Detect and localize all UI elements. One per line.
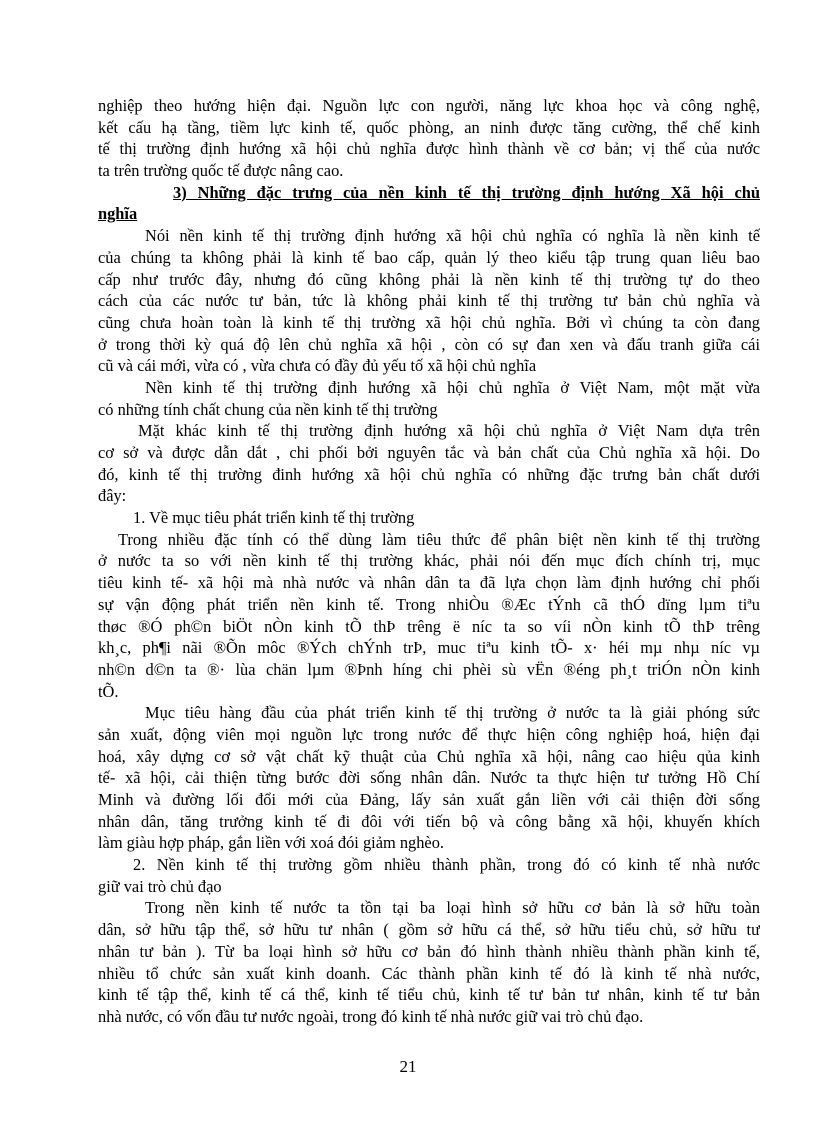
text-line: cấp như trước đây, nhưng đó cũng không phải là nền kinh tế thị trường tự do theo bbox=[98, 269, 760, 289]
text-line: 1. Về mục tiêu phát triển kinh tế thị trường bbox=[133, 508, 415, 528]
text-line: cũ và cái mới, vừa có , vừa chưa có đầy đủ yếu tố xã hội chủ nghĩa bbox=[98, 356, 537, 376]
text-line: Mặt khác kinh tế thị trường định hướng xã hội chủ nghĩa ở Việt Nam dựa trên bbox=[138, 421, 760, 441]
text-line: ở nước ta so với nền kinh tế thị trường khác, phải nói đến mục đích chính trị, mục bbox=[98, 551, 760, 571]
text-line: Mục tiêu hàng đầu của phát triển kinh tế thị trường ở nước ta là giải phóng sức bbox=[145, 703, 760, 723]
text-line: tế- xã hội, cải thiện từng bước đời sống nhân dân. Nước ta thực hiện tư tưởng Hồ Chí bbox=[98, 768, 760, 788]
text-line: cũng chưa hoàn toàn là kinh tế thị trường xã hội chủ nghĩa. Bởi vì chúng ta còn đang bbox=[98, 312, 760, 332]
text-line: 2. Nền kinh tế thị trường gồm nhiều thành phần, trong đó có kinh tế nhà nước bbox=[133, 855, 760, 875]
text-line: 3) Những đặc trưng của nền kinh tế thị trường định hướng Xã hội chủ bbox=[173, 182, 760, 202]
text-line: của chúng ta không phải là kinh tế bao cấp, quản lý theo kiểu tập trung quan liêu bao bbox=[98, 247, 760, 267]
text-line: Nền kinh tế thị trường định hướng xã hội chủ nghĩa ở Việt Nam, một mặt vừa bbox=[145, 377, 760, 397]
text-line: làm giàu hợp pháp, gắn liền với xoá đói giảm nghèo. bbox=[98, 833, 444, 853]
text-line: nh©n d©n ta ®· lùa chän lµm ®Þnh híng chi phèi sù vËn ®éng ph¸t triÓn nÒn kinh bbox=[98, 659, 760, 679]
text-line: kết cấu hạ tầng, tiềm lực kinh tế, quốc phòng, an ninh được tăng cường, thể chế kinh bbox=[98, 117, 760, 137]
text-line: Minh và đường lối đổi mới của Đảng, lấy sản xuất gắn liền với cải thiện đời sống bbox=[98, 790, 760, 809]
text-line: đó, kinh tế thị trường đinh hướng xã hội chủ nghĩa có những đặc trưng bản chất dưới bbox=[98, 464, 760, 484]
text-line: tế thị trường định hướng xã hội chủ nghĩa được hình thành về cơ bản; vị thế của nước bbox=[98, 139, 760, 159]
text-line: tiêu kinh tế- xã hội mà nhà nước và nhân dân ta đã lựa chọn làm định hướng chỉ phối bbox=[98, 573, 760, 593]
text-line: Trong nhiều đặc tính có thể dùng làm tiêu thức để phân biệt nền kinh tế thị trường bbox=[118, 529, 760, 549]
text-line: nghĩa bbox=[98, 204, 138, 224]
text-line: Nói nền kinh tế thị trường định hướng xã hội chủ nghĩa có nghĩa là nền kinh tế bbox=[145, 226, 760, 246]
text-line: giữ vai trò chủ đạo bbox=[98, 876, 222, 896]
document-body bbox=[98, 95, 760, 1028]
text-line: nghiệp theo hướng hiện đại. Nguồn lực con người, năng lực khoa học và công nghệ, bbox=[98, 96, 760, 115]
text-line: thøc ®Ó ph©n biÖt nÒn kinh tÕ thÞ trêng ë níc ta so víi nÒn kinh tÕ thÞ trêng bbox=[98, 616, 760, 636]
text-line: hoá, xây dựng cơ sở vật chất kỹ thuật của Chủ nghĩa xã hội, nâng cao hiệu qủa kinh bbox=[98, 746, 760, 766]
text-line: nhân tư bản ). Từ ba loại hình sở hữu cơ bản đó hình thành nhiều thành phần kinh tế, bbox=[98, 941, 760, 961]
text-line: cách của các nước tư bản, tức là không phải kinh tế thị trường tư bản chủ nghĩa và bbox=[98, 291, 760, 311]
text-line: sự vận động phát triển nền kinh tế. Trong nhiÒu ®Æc tÝnh cã thÓ dïng lµm tiªu bbox=[98, 594, 760, 614]
text-line: đây: bbox=[98, 486, 127, 506]
text-line: nhà nước, có vốn đầu tư nước ngoài, trong đó kinh tế nhà nước giữ vai trò chủ đạo. bbox=[98, 1006, 644, 1026]
text-line: kinh tế tập thể, kinh tế cá thể, kinh tế tiểu chủ, kinh tế tư bản tư nhân, kinh tế tư bản bbox=[98, 985, 760, 1005]
text-line: có những tính chất chung của nền kinh tế thị trường bbox=[98, 399, 438, 419]
text-line: ta trên trường quốc tế được nâng cao. bbox=[98, 161, 344, 181]
text-line: kh¸c, ph¶i nãi ®Õn môc ®Ých chÝnh trÞ, muc tiªu kinh tÕ- x· héi mµ nhµ níc vµ bbox=[98, 638, 760, 658]
text-line: Trong nền kinh tế nước ta tồn tại ba loại hình sở hữu cơ bản là sở hữu toàn bbox=[145, 898, 760, 918]
page-number: 21 bbox=[399, 1057, 417, 1076]
text-line: ở trong thời kỳ quá độ lên chủ nghĩa xã hội , còn có sự đan xen và đấu tranh giữa cái bbox=[98, 334, 760, 354]
text-line: nhân dân, tăng trưởng kinh tế đi đôi với tiến bộ và công bằng xã hội, khuyến khích bbox=[98, 811, 760, 831]
text-line: dân, sở hữu tập thể, sở hữu tư nhân ( gồm sở hữu cá thể, sở hữu tiểu chủ, sở hữu tư bbox=[98, 920, 760, 940]
text-line: nhiều tổ chức sản xuất kinh doanh. Các thành phần kinh tế đó là kinh tế nhà nước, bbox=[98, 963, 760, 983]
text-line: cơ sở và được dẫn dắt , chi phối bởi nguyên tắc và bản chất của Chủ nghĩa xã hội. Do bbox=[98, 443, 760, 462]
text-line: sản xuất, động viên mọi nguồn lực trong nước để thực hiện công nghiệp hoá, hiện đại bbox=[98, 724, 760, 744]
text-line: tÕ. bbox=[98, 681, 119, 701]
